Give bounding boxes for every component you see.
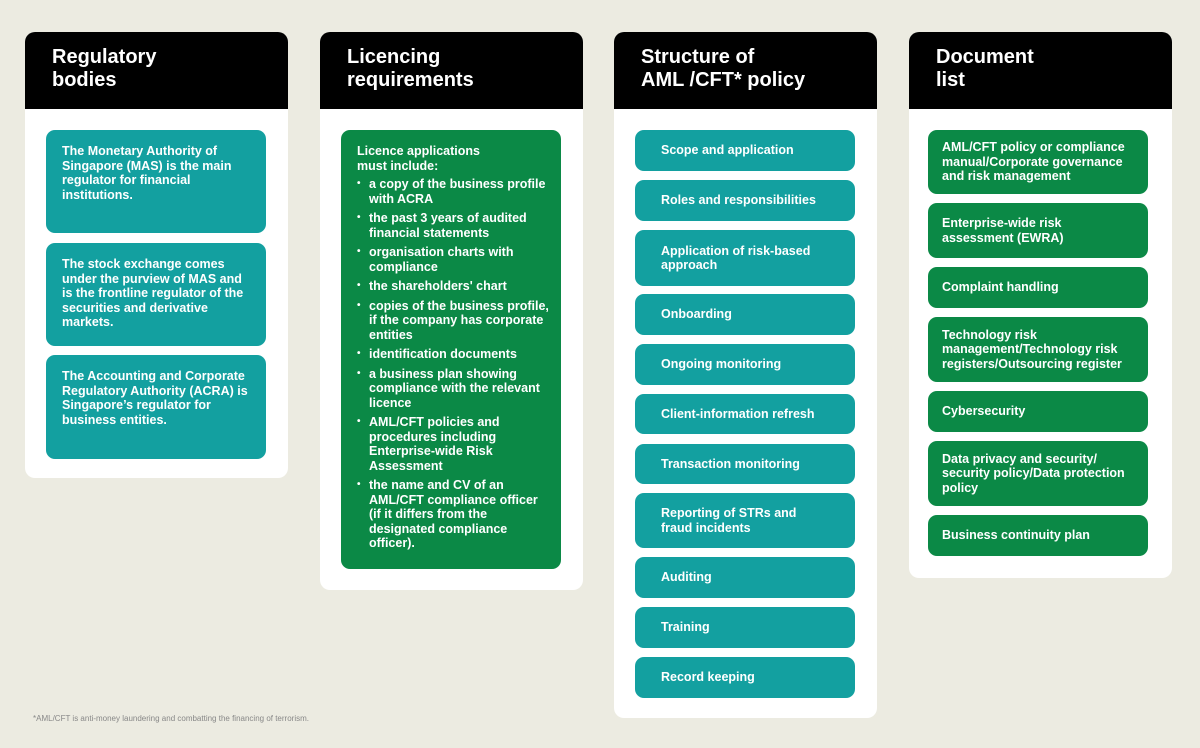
policy-section: Ongoing monitoring xyxy=(635,344,855,385)
footnote: *AML/CFT is anti-money laundering and combatting the financing of terrorism. xyxy=(33,714,309,723)
column-header: Regulatory bodies xyxy=(25,32,288,109)
requirements-list xyxy=(357,177,551,551)
list-item: • the shareholders' chart xyxy=(357,279,551,294)
list-item: • AML/CFT policies and procedures including Enterprise-wide Risk Assessment xyxy=(357,415,551,473)
policy-section: Reporting of STRs and fraud incidents xyxy=(635,493,855,548)
list-item: • a copy of the business profile with ACRA xyxy=(357,177,551,206)
policy-section: Onboarding xyxy=(635,294,855,335)
licence-intro: Licence applications must include: xyxy=(357,144,480,173)
list-item: • identification documents xyxy=(357,347,551,362)
policy-section: Roles and responsibilities xyxy=(635,180,855,221)
list-item: • the past 3 years of audited financial statements xyxy=(357,211,551,240)
document-item: Complaint handling xyxy=(928,267,1148,308)
list-item: • organisation charts with compliance xyxy=(357,245,551,274)
policy-section: Transaction monitoring xyxy=(635,444,855,484)
column-header: Document list xyxy=(909,32,1172,109)
column-header: Structure of AML /CFT* policy xyxy=(614,32,877,109)
policy-section: Training xyxy=(635,607,855,648)
licence-requirements-box xyxy=(341,130,561,569)
policy-section: Record keeping xyxy=(635,657,855,698)
document-item: Data privacy and security/ security policy/Data protection policy xyxy=(928,441,1148,506)
list-item: • the name and CV of an AML/CFT compliance officer (if it differs from the designated compliance officer). xyxy=(357,478,551,551)
document-list-card xyxy=(909,32,1172,578)
policy-section: Auditing xyxy=(635,557,855,598)
list-item: • copies of the business profile, if the company has corporate entities xyxy=(357,299,551,343)
document-item: Enterprise-wide risk assessment (EWRA) xyxy=(928,203,1148,258)
document-item: Business continuity plan xyxy=(928,515,1148,556)
policy-section: Client-information refresh xyxy=(635,394,855,434)
policy-section: Application of risk-based approach xyxy=(635,230,855,286)
policy-section: Scope and application xyxy=(635,130,855,171)
regulatory-bodies-card xyxy=(25,32,288,478)
document-item: Technology risk management/Technology risk registers/Outsourcing register xyxy=(928,317,1148,382)
column-header: Licencing requirements xyxy=(320,32,583,109)
regulator-box: The Accounting and Corporate Regulatory Authority (ACRA) is Singapore’s regulator for business entities. xyxy=(46,355,266,459)
regulator-box: The stock exchange comes under the purview of MAS and is the frontline regulator of the securities and derivative markets. xyxy=(46,243,266,346)
list-item: • a business plan showing compliance with the relevant licence xyxy=(357,367,551,411)
document-item: Cybersecurity xyxy=(928,391,1148,432)
document-item: AML/CFT policy or compliance manual/Corporate governance and risk management xyxy=(928,130,1148,194)
aml-policy-structure-card xyxy=(614,32,877,718)
regulator-box: The Monetary Authority of Singapore (MAS) is the main regulator for financial institutions. xyxy=(46,130,266,233)
licencing-requirements-card xyxy=(320,32,583,590)
